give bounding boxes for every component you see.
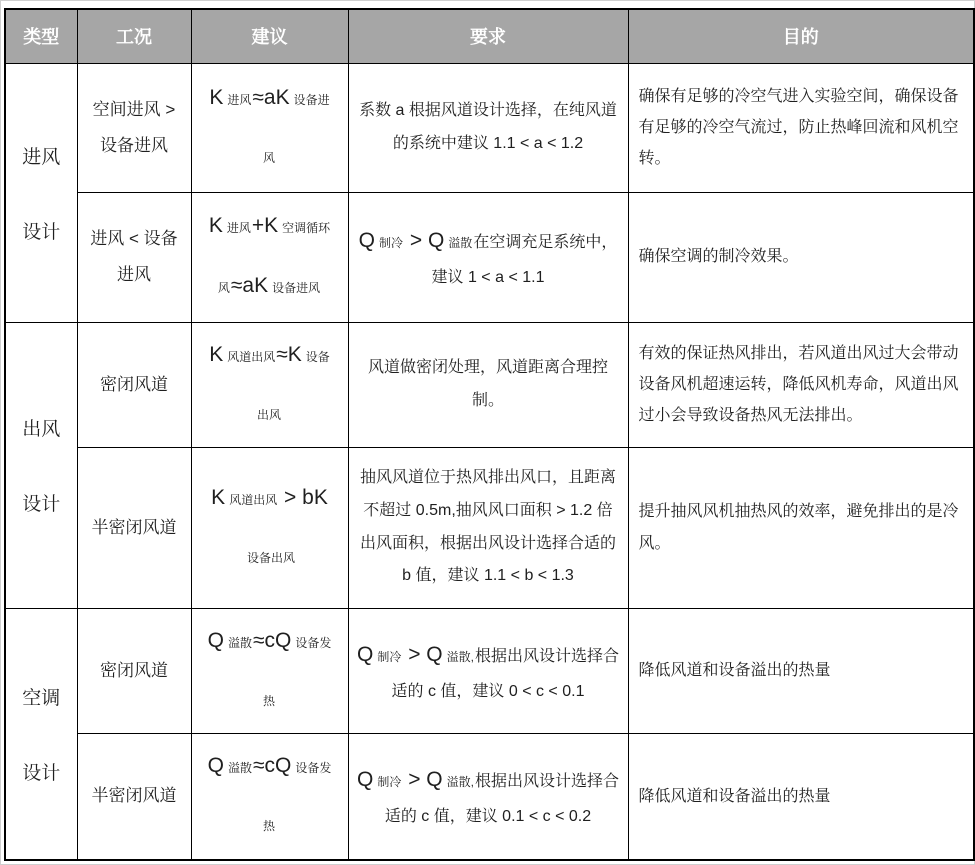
table-row: [5, 733, 974, 860]
purpose-cell: 降低风道和设备溢出的热量: [628, 733, 974, 860]
condition-cell: 密闭风道: [77, 322, 191, 447]
table-body: [5, 63, 974, 860]
header-cell-type: 类型: [5, 9, 77, 63]
table-row: [5, 608, 974, 733]
requirement-cell: Q 制冷 > Q 溢散,根据出风设计选择合适的 c 值，建议 0.1 < c < 0.2: [348, 733, 628, 860]
table-row: [5, 192, 974, 322]
hvac-design-spec-table: [4, 8, 975, 861]
type-label-stack: [10, 683, 73, 785]
type-cell-aircon-design: [5, 608, 77, 860]
table-row: [5, 322, 974, 447]
header-cell-requirement: 要求: [348, 9, 628, 63]
suggestion-cell: K 进风≈aK 设备进风: [191, 63, 348, 192]
type-label-stack: [10, 142, 73, 244]
condition-cell: 半密闭风道: [77, 447, 191, 608]
table-header: [5, 9, 974, 63]
requirement-cell: 系数 a 根据风道设计选择，在纯风道的系统中建议 1.1 < a < 1.2: [348, 63, 628, 192]
purpose-cell: 确保空调的制冷效果。: [628, 192, 974, 322]
condition-cell: 密闭风道: [77, 608, 191, 733]
purpose-cell: 降低风道和设备溢出的热量: [628, 608, 974, 733]
table-row: [5, 447, 974, 608]
purpose-cell: 提升抽风风机抽热风的效率，避免排出的是冷风。: [628, 447, 974, 608]
suggestion-cell: K 进风+K 空调循环风≈aK 设备进风: [191, 192, 348, 322]
header-cell-condition: 工况: [77, 9, 191, 63]
type-line: 出风: [22, 419, 61, 440]
header-cell-purpose: 目的: [628, 9, 974, 63]
requirement-cell: Q 制冷 > Q 溢散,根据出风设计选择合适的 c 值，建议 0 < c < 0.1: [348, 608, 628, 733]
condition-cell: 进风 < 设备进风: [77, 192, 191, 322]
suggestion-cell: K 风道出风≈K 设备出风: [191, 322, 348, 447]
suggestion-cell: Q 溢散≈cQ 设备发热: [191, 733, 348, 860]
suggestion-cell: Q 溢散≈cQ 设备发热: [191, 608, 348, 733]
type-line: 设计: [22, 762, 61, 784]
header-row: [5, 9, 974, 63]
type-line: 设计: [22, 221, 61, 243]
table-row: [5, 63, 974, 192]
type-cell-outlet-design: [5, 322, 77, 608]
type-line: 进风: [22, 146, 61, 168]
purpose-cell: 确保有足够的冷空气进入实验空间，确保设备有足够的冷空气流过，防止热峰回流和风机空转。: [628, 63, 974, 192]
type-label-stack: [10, 414, 73, 516]
type-cell-intake-design: [5, 63, 77, 322]
type-line: 空调: [22, 687, 61, 709]
requirement-cell: 抽风风道位于热风排出风口，且距离不超过 0.5m,抽风风口面积 > 1.2 倍出风面积，根据出风设计选择合适的 b 值，建议 1.1 < b < 1.3: [348, 447, 628, 608]
type-line: 设计: [22, 494, 61, 515]
condition-cell: 半密闭风道: [77, 733, 191, 860]
condition-cell: 空间进风 > 设备进风: [77, 63, 191, 192]
requirement-cell: 风道做密闭处理，风道距离合理控制。: [348, 322, 628, 447]
requirement-cell: Q 制冷 > Q 溢散在空调充足系统中，建议 1 < a < 1.1: [348, 192, 628, 322]
purpose-cell: 有效的保证热风排出，若风道出风过大会带动设备风机超速运转，降低风机寿命，风道出风过小会导致设备热风无法排出。: [628, 322, 974, 447]
header-cell-suggestion: 建议: [191, 9, 348, 63]
suggestion-cell: K 风道出风 > bK设备出风: [191, 447, 348, 608]
